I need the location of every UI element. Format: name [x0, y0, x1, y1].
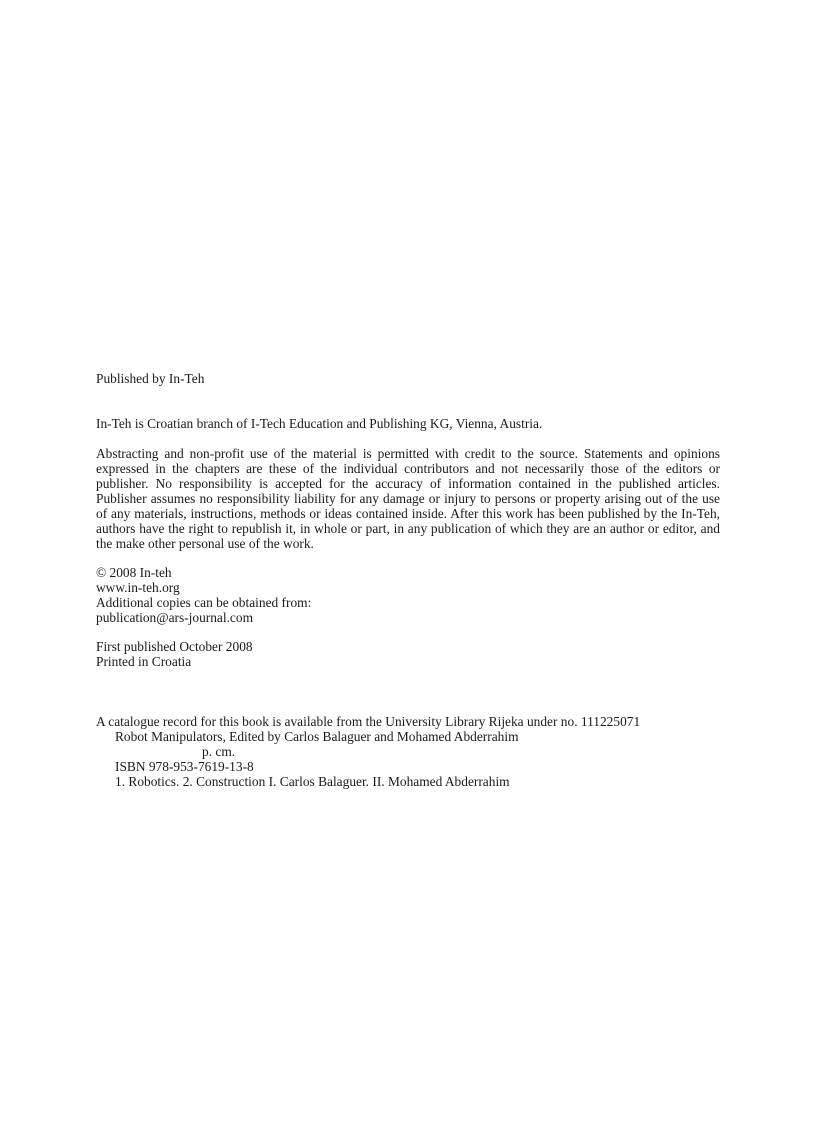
edition-block	[96, 639, 720, 669]
permissions-paragraph: Abstracting and non-profit use of the material is permitted with credit to the source. Statements and opinions expressed in the chapters are these of the individual contributors and not necessarily those of the editors or publisher. No responsibility is accepted for the accuracy of information contained in the published articles. Publisher assumes no responsibility liability for any damage or injury to persons or property arising out of the use of any materials, instructions, methods or ideas contained inside. After this work has been published by the In-Teh, authors have the right to republish it, in whole or part, in any publication of which they are an author or editor, and the make other personal use of the work.	[96, 446, 720, 551]
catalogue-isbn: ISBN 978-953-7619-13-8	[115, 759, 254, 774]
catalogue-subjects: 1. Robotics. 2. Construction I. Carlos Balaguer. II. Mohamed Abderrahim	[115, 774, 510, 789]
website-link[interactable]: www.in-teh.org	[96, 580, 180, 595]
catalogue-title: Robot Manipulators, Edited by Carlos Balaguer and Mohamed Abderrahim	[115, 729, 519, 744]
branch-note	[96, 416, 720, 431]
copyright-block	[96, 565, 720, 625]
copyright-notice: © 2008 In-teh	[96, 565, 172, 580]
copies-note: Additional copies can be obtained from:	[96, 595, 312, 610]
first-published: First published October 2008	[96, 639, 253, 654]
published-by-text: Published by In-Teh	[96, 371, 205, 386]
branch-note-text: In-Teh is Croatian branch of I-Tech Education and Publishing KG, Vienna, Austria.	[96, 416, 543, 431]
catalogue-pages: p. cm.	[202, 744, 236, 759]
published-by-line	[96, 371, 720, 386]
printed-in: Printed in Croatia	[96, 654, 192, 669]
catalogue-note: A catalogue record for this book is available from the University Library Rijeka under no. 111225071	[96, 714, 641, 729]
contact-email[interactable]: publication@ars-journal.com	[96, 610, 253, 625]
catalogue-record	[96, 714, 736, 789]
